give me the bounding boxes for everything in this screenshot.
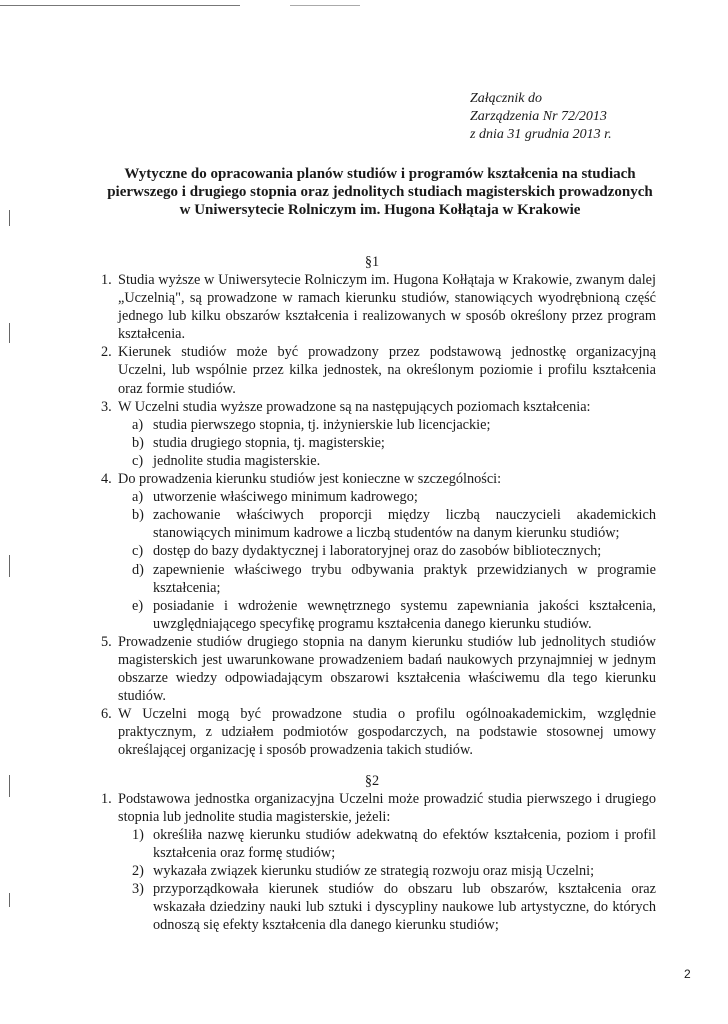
item-number: 4. [101, 471, 112, 488]
sub-letter: a) [132, 489, 144, 506]
document-title [80, 165, 680, 219]
item-text: Do prowadzenia kierunku studiów jest konieczne w szczególności: [118, 471, 502, 488]
sub-letter: c) [132, 543, 144, 560]
item-text: Kierunek studiów może być prowadzony przez podstawową jednostkę organizacyjną Uczelni, lub wspólnie przez kilka jednostek, na określonym poziomie i profilu kształcenia oraz formie studiów. [118, 344, 656, 397]
page-number: 2 [684, 967, 691, 981]
sub-item [118, 452, 656, 470]
title-line: w Uniwersytecie Rolniczym im. Hugona Kołłątaja w Krakowie [179, 202, 581, 218]
sub-letter: b) [132, 434, 144, 451]
list-item [88, 790, 656, 826]
sub-number: 1) [132, 826, 144, 843]
margin-mark [9, 210, 10, 226]
item-text: Studia wyższe w Uniwersytecie Rolniczym im. Hugona Kołłątaja w Krakowie, zwanym dalej „Uczelnią", są prowadzone w ramach kierunku studiów, stanowiących wyodrębnioną część jednego lub kilku obszarów kształcenia i realizowanych w sposób określony przez program kształcenia. [118, 272, 656, 343]
sub-item [118, 826, 656, 862]
section-heading: §2 [364, 772, 380, 789]
margin-mark [9, 555, 10, 577]
margin-mark [9, 775, 10, 797]
sub-text: studia pierwszego stopnia, tj. inżynierskie lub licencjackie; [153, 416, 491, 433]
annex-line: z dnia 31 grudnia 2013 r. [470, 127, 612, 142]
item-text: Prowadzenie studiów drugiego stopnia na danym kierunku studiów lub jednolitych studiów magisterskich jest uwarunkowane prowadzeniem badań naukowych przynajmniej w jednym obszarze wiedzy odpowiadającym obszarowi kształcenia właściwemu dla tego kierunku studiów. [118, 633, 656, 705]
list-item [88, 271, 656, 343]
item-number: 3. [101, 398, 112, 415]
list-item [88, 633, 656, 705]
item-number: 6. [101, 706, 112, 723]
sub-letter: e) [132, 597, 144, 614]
title-line: pierwszego i drugiego stopnia oraz jednolitych studiach magisterskich prowadzonych [107, 184, 653, 200]
margin-mark [9, 323, 10, 343]
sub-item [118, 542, 656, 560]
sub-letter: d) [132, 561, 144, 578]
item-text: Podstawowa jednostka organizacyjna Uczelni może prowadzić studia pierwszego i drugiego stopnia lub jednolite studia magisterskie, jeżeli: [118, 790, 656, 825]
annex-line: Załącznik do [470, 91, 542, 106]
title-line: Wytyczne do opracowania planów studiów i programów kształcenia na studiach [124, 166, 636, 182]
sub-text: wykazała związek kierunku studiów ze strategią rozwoju oraz misją Uczelni; [153, 862, 595, 879]
sub-text: zachowanie właściwych proporcji między liczbą nauczycieli akademickich stanowiących minimum kadrowe a liczbą studentów na danym kierunku studiów; [153, 507, 656, 542]
annex-note [470, 90, 710, 144]
list-item [88, 470, 656, 488]
list-item [88, 398, 656, 416]
item-number: 5. [101, 633, 112, 650]
sub-letter: a) [132, 416, 144, 433]
item-text: W Uczelni mogą być prowadzone studia o profilu ogólnoakademickim, względnie praktycznym, z udziałem podmiotów gospodarczych, na podstawie stosownej umowy określającej organizację i sposób prowadzenia takich studiów. [118, 706, 656, 759]
sub-item [118, 434, 656, 452]
item-number: 1. [101, 790, 112, 807]
sub-letter: c) [132, 452, 144, 469]
spacer [88, 760, 656, 772]
sub-text: dostęp do bazy dydaktycznej i laboratoryjnej oraz do zasobów bibliotecznych; [153, 543, 602, 560]
document-body [88, 253, 656, 934]
sub-item [118, 862, 656, 880]
sub-item [118, 880, 656, 934]
sub-text: utworzenie właściwego minimum kadrowego; [153, 489, 418, 506]
sub-text: zapewnienie właściwego trybu odbywania praktyk przewidzianych w programie kształcenia; [153, 561, 656, 596]
sub-item [118, 488, 656, 506]
sub-item [118, 416, 656, 434]
sub-text: przyporządkowała kierunek studiów do obszaru lub obszarów, kształcenia oraz wskazała dziedziny nauki lub sztuki i dyscypliny naukowe lub artystyczne, do których odnoszą się efekty kształcenia dla danego kierunku studiów; [153, 881, 656, 934]
item-number: 2. [101, 344, 112, 361]
sub-item [118, 597, 656, 633]
scan-top-line [0, 5, 240, 6]
margin-mark [9, 893, 10, 907]
sub-item [118, 506, 656, 542]
sub-text: określiła nazwę kierunku studiów adekwatną do efektów kształcenia, poziom i profil kształcenia oraz formę studiów; [153, 826, 656, 861]
sub-text: posiadanie i wdrożenie wewnętrznego systemu zapewniania jakości kształcenia, uwzględniającego specyfikę programu kształcenia danego kierunku studiów. [153, 597, 656, 632]
sub-text: jednolite studia magisterskie. [153, 452, 321, 469]
sub-number: 2) [132, 862, 144, 879]
sub-letter: b) [132, 507, 144, 524]
sub-item [118, 561, 656, 597]
scan-top-line-right [290, 5, 360, 6]
section-heading: §1 [364, 254, 380, 270]
list-item [88, 705, 656, 759]
item-text: W Uczelni studia wyższe prowadzone są na następujących poziomach kształcenia: [118, 398, 591, 415]
list-item [88, 343, 656, 397]
sub-text: studia drugiego stopnia, tj. magisterskie; [153, 434, 385, 451]
item-number: 1. [101, 272, 112, 288]
annex-line: Zarządzenia Nr 72/2013 [470, 109, 607, 124]
sub-number: 3) [132, 881, 144, 897]
